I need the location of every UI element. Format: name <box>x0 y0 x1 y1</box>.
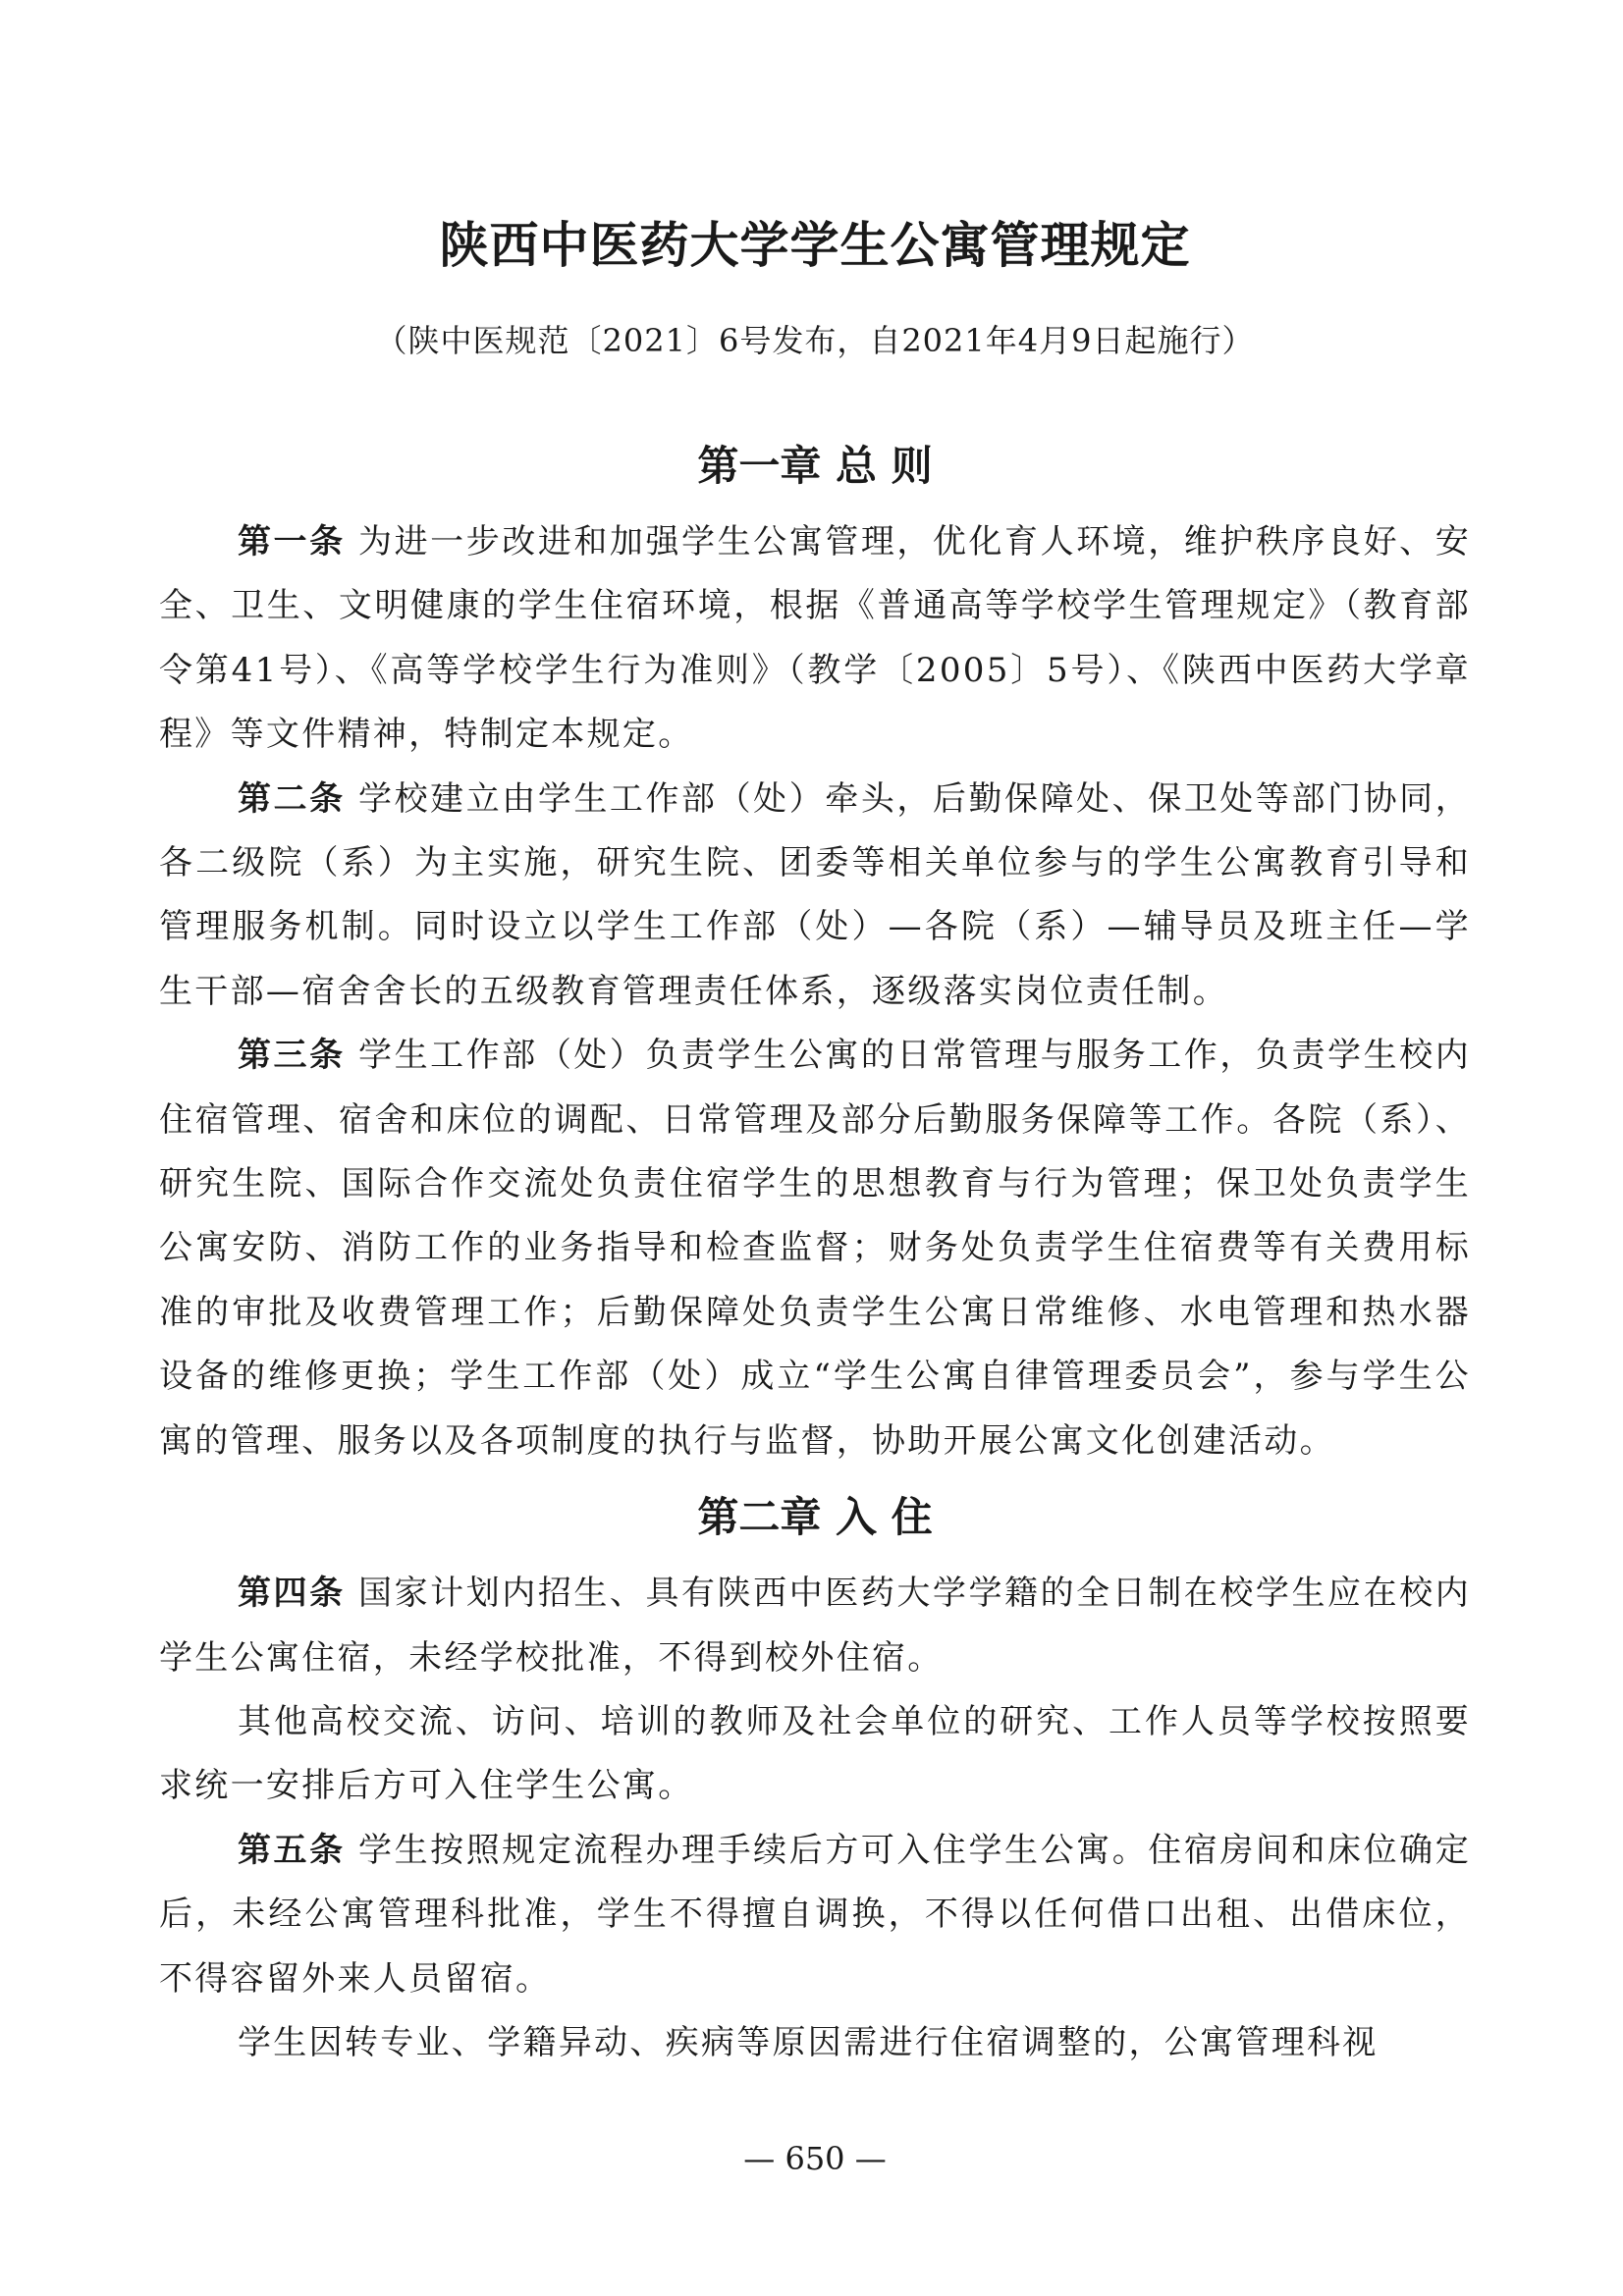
chapter-heading: 第一章 总 则 <box>697 442 933 490</box>
article-label: 第三条 <box>238 1036 346 1076</box>
document-body <box>159 422 1471 2075</box>
paragraph-text: 学生因转专业、学籍异动、疾病等原因需进行住宿调整的，公寓管理科视 <box>238 2022 1379 2062</box>
article-3 <box>159 1024 1471 1473</box>
article-text: 国家计划内招生、具有陕西中医药大学学籍的全日制在校学生应在校内学生公寓住宿，未经学校批准，不得到校外住宿。 <box>159 1574 1471 1678</box>
document-title: 陕西中医药大学学生公寓管理规定 <box>439 216 1191 274</box>
article-text: 为进一步改进和加强学生公寓管理，优化育人环境，维护秩序良好、安全、卫生、文明健康的学生住宿环境，根据《普通高等学校学生管理规定》（教育部令第41号）、《高等学校学生行为准则》（教学〔2005〕5号）、《陕西中医药大学章程》等文件精神，特制定本规定。 <box>159 522 1471 755</box>
page-number: — 650 — <box>743 2140 887 2177</box>
article-1 <box>159 510 1471 768</box>
paragraph-text: 其他高校交流、访问、培训的教师及社会单位的研究、工作人员等学校按照要求统一安排后方可入住学生公寓。 <box>159 1701 1471 1806</box>
chapter-heading: 第二章 入 住 <box>697 1493 933 1542</box>
article-label: 第二条 <box>238 778 346 819</box>
chapter-1 <box>159 422 1471 1473</box>
document-page <box>159 0 1471 2296</box>
article-4 <box>159 1562 1471 1690</box>
article-label: 第四条 <box>238 1574 346 1614</box>
article-label: 第五条 <box>238 1830 346 1870</box>
document-subtitle: （陕中医规范〔2021〕6号发布，自2021年4月9日起施行） <box>375 322 1255 359</box>
article-text: 学校建立由学生工作部（处）牵头，后勤保障处、保卫处等部门协同，各二级院（系）为主实施，研究生院、团委等相关单位参与的学生公寓教育引导和管理服务机制。同时设立以学生工作部（处）—各院（系）—辅导员及班主任—学生干部—宿舍舍长的五级教育管理责任体系，逐级落实岗位责任制。 <box>159 778 1471 1011</box>
article-5 <box>159 1819 1471 2011</box>
article-5-continued <box>159 2011 1471 2075</box>
article-2 <box>159 768 1471 1025</box>
article-4-continued <box>159 1690 1471 1819</box>
article-text: 学生按照规定流程办理手续后方可入住学生公寓。住宿房间和床位确定后，未经公寓管理科批准，学生不得擅自调换，不得以任何借口出租、出借床位，不得容留外来人员留宿。 <box>159 1830 1471 1999</box>
chapter-2 <box>159 1473 1471 2075</box>
article-text: 学生工作部（处）负责学生公寓的日常管理与服务工作，负责学生校内住宿管理、宿舍和床位的调配、日常管理及部分后勤服务保障等工作。各院（系）、研究生院、国际合作交流处负责住宿学生的思想教育与行为管理；保卫处负责学生公寓安防、消防工作的业务指导和检查监督；财务处负责学生住宿费等有关费用标准的审批及收费管理工作；后勤保障处负责学生公寓日常维修、水电管理和热水器设备的维修更换；学生工作部（处）成立“学生公寓自律管理委员会”，参与学生公寓的管理、服务以及各项制度的执行与监督，协助开展公寓文化创建活动。 <box>159 1036 1471 1461</box>
article-label: 第一条 <box>238 522 346 561</box>
